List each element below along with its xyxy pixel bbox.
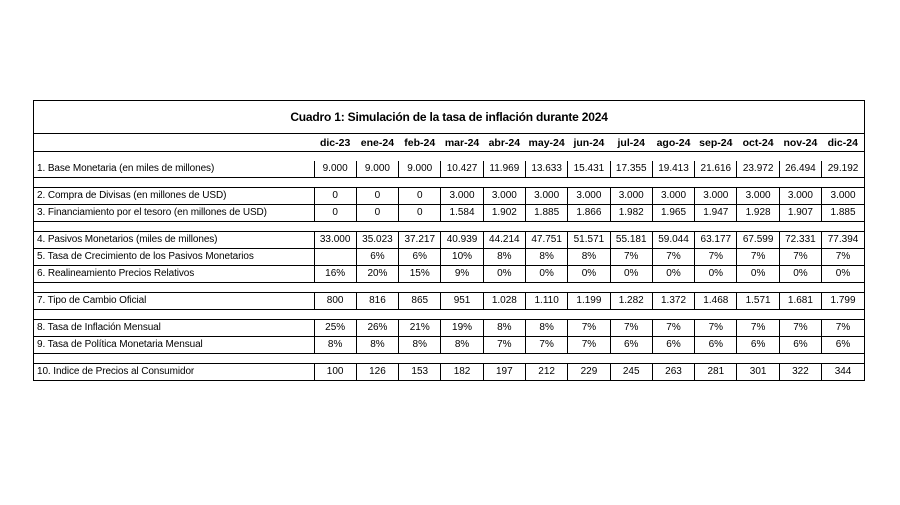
table-cell: 0: [399, 205, 441, 222]
column-header-sep-24: sep-24: [695, 134, 737, 152]
table-cell: 1.584: [441, 205, 483, 222]
table-row: [34, 293, 864, 310]
table-cell: 1.902: [483, 205, 525, 222]
table-cell: 153: [399, 364, 441, 381]
column-header-nov-24: nov-24: [779, 134, 821, 152]
row-label: 8. Tasa de Inflación Mensual: [34, 320, 314, 337]
table-cell: 3.000: [568, 188, 610, 205]
table-cell: 11.969: [483, 161, 525, 178]
table-cell: 1.907: [779, 205, 821, 222]
table-cell: 9.000: [399, 161, 441, 178]
table-cell: 21%: [399, 320, 441, 337]
table-cell: 7%: [525, 337, 567, 354]
table-cell: 197: [483, 364, 525, 381]
table-cell: 33.000: [314, 232, 356, 249]
spacer-row: [34, 310, 864, 320]
table-cell: 7%: [652, 320, 694, 337]
table-cell: 1.372: [652, 293, 694, 310]
table-cell: 6%: [356, 249, 398, 266]
table-cell: 6%: [610, 337, 652, 354]
table-cell: 322: [779, 364, 821, 381]
table-cell: 344: [822, 364, 864, 381]
table-cell: 1.866: [568, 205, 610, 222]
table-row: [34, 188, 864, 205]
table-cell: 9.000: [356, 161, 398, 178]
table-cell: 3.000: [610, 188, 652, 205]
spacer-row: [34, 152, 864, 162]
table-cell: 1.885: [525, 205, 567, 222]
table-cell: 3.000: [525, 188, 567, 205]
table-cell: 8%: [314, 337, 356, 354]
label-header: [34, 134, 314, 152]
column-header-dic-24: dic-24: [822, 134, 864, 152]
column-header-ago-24: ago-24: [652, 134, 694, 152]
column-header-oct-24: oct-24: [737, 134, 779, 152]
table-cell: 245: [610, 364, 652, 381]
table-cell: 1.681: [779, 293, 821, 310]
row-label: 7. Tipo de Cambio Oficial: [34, 293, 314, 310]
column-header-may-24: may-24: [525, 134, 567, 152]
table-cell: 0%: [652, 266, 694, 283]
table-cell: 0%: [737, 266, 779, 283]
table-cell: 3.000: [737, 188, 779, 205]
table-cell: 1.468: [695, 293, 737, 310]
table-cell: 10%: [441, 249, 483, 266]
row-label: 3. Financiamiento por el tesoro (en millones de USD): [34, 205, 314, 222]
table-cell: 0%: [483, 266, 525, 283]
data-grid: [34, 134, 864, 380]
table-cell: 865: [399, 293, 441, 310]
table-cell: 7%: [610, 320, 652, 337]
table-cell: 8%: [356, 337, 398, 354]
table-cell: 7%: [483, 337, 525, 354]
table-cell: 6%: [652, 337, 694, 354]
table-row: [34, 337, 864, 354]
table-cell: 0%: [822, 266, 864, 283]
table-cell: 7%: [737, 320, 779, 337]
table-row: [34, 205, 864, 222]
table-cell: 7%: [737, 249, 779, 266]
table-cell: 6%: [695, 337, 737, 354]
table-cell: 8%: [483, 249, 525, 266]
column-header-jun-24: jun-24: [568, 134, 610, 152]
table-cell: 0: [399, 188, 441, 205]
table-cell: 16%: [314, 266, 356, 283]
table-cell: 37.217: [399, 232, 441, 249]
table-cell: 67.599: [737, 232, 779, 249]
row-label: 6. Realineamiento Precios Relativos: [34, 266, 314, 283]
table-cell: 3.000: [779, 188, 821, 205]
table-row: [34, 266, 864, 283]
table-cell: 77.394: [822, 232, 864, 249]
table-cell: 3.000: [652, 188, 694, 205]
table-cell: 35.023: [356, 232, 398, 249]
table-cell: 0%: [610, 266, 652, 283]
table-cell: 3.000: [695, 188, 737, 205]
table-cell: 6%: [822, 337, 864, 354]
table-cell: 9.000: [314, 161, 356, 178]
table-cell: 40.939: [441, 232, 483, 249]
row-label: 4. Pasivos Monetarios (miles de millones): [34, 232, 314, 249]
table-cell: 1.028: [483, 293, 525, 310]
spreadsheet-table: [33, 100, 865, 381]
column-header-mar-24: mar-24: [441, 134, 483, 152]
row-label: 5. Tasa de Crecimiento de los Pasivos Monetarios: [34, 249, 314, 266]
table-cell: 29.192: [822, 161, 864, 178]
table-cell: 1.982: [610, 205, 652, 222]
table-cell: 8%: [483, 320, 525, 337]
table-cell: [314, 249, 356, 266]
table-cell: 7%: [779, 249, 821, 266]
table-cell: 0%: [695, 266, 737, 283]
table-cell: 0%: [779, 266, 821, 283]
row-label: 2. Compra de Divisas (en millones de USD): [34, 188, 314, 205]
column-header-row: [34, 134, 864, 152]
table-cell: 7%: [822, 320, 864, 337]
table-cell: 1.110: [525, 293, 567, 310]
table-cell: 1.965: [652, 205, 694, 222]
row-label: 10. Indice de Precios al Consumidor: [37, 366, 195, 377]
spacer-row: [34, 354, 864, 364]
table-cell: 1.799: [822, 293, 864, 310]
table-cell: 7%: [652, 249, 694, 266]
table-cell: 13.633: [525, 161, 567, 178]
table-cell: 63.177: [695, 232, 737, 249]
table-cell: 816: [356, 293, 398, 310]
table-row: [34, 249, 864, 266]
table-cell: 0: [356, 205, 398, 222]
table-cell: 19%: [441, 320, 483, 337]
spacer-row: [34, 283, 864, 293]
column-header-feb-24: feb-24: [399, 134, 441, 152]
table-cell: 15%: [399, 266, 441, 283]
table-cell: 126: [356, 364, 398, 381]
table-cell: 3.000: [441, 188, 483, 205]
table-row: [34, 161, 864, 178]
row-label: 1. Base Monetaria (en miles de millones): [34, 161, 314, 178]
table-cell: 7%: [779, 320, 821, 337]
table-cell: 26%: [356, 320, 398, 337]
table-cell: 10.427: [441, 161, 483, 178]
column-header-ene-24: ene-24: [356, 134, 398, 152]
table-cell: 7%: [695, 320, 737, 337]
table-cell: 8%: [525, 249, 567, 266]
table-cell: 8%: [441, 337, 483, 354]
table-cell: 212: [525, 364, 567, 381]
table-cell: 0: [356, 188, 398, 205]
table-cell: 7%: [610, 249, 652, 266]
table-cell: 951: [441, 293, 483, 310]
table-cell: 21.616: [695, 161, 737, 178]
table-cell: 301: [737, 364, 779, 381]
table-row: [34, 232, 864, 249]
table-cell: 182: [441, 364, 483, 381]
table-cell: 9%: [441, 266, 483, 283]
row-label: 9. Tasa de Política Monetaria Mensual: [34, 337, 314, 354]
table-cell: 8%: [399, 337, 441, 354]
table-cell: 44.214: [483, 232, 525, 249]
table-cell: 281: [695, 364, 737, 381]
table-cell: 7%: [568, 320, 610, 337]
table-row: [34, 320, 864, 337]
table-cell: 47.751: [525, 232, 567, 249]
table-cell: 0%: [525, 266, 567, 283]
table-cell: 7%: [568, 337, 610, 354]
table-cell: 6%: [779, 337, 821, 354]
table-cell: 23.972: [737, 161, 779, 178]
table-cell: 72.331: [779, 232, 821, 249]
column-header-jul-24: jul-24: [610, 134, 652, 152]
table-cell: 0: [314, 205, 356, 222]
table-cell: 1.947: [695, 205, 737, 222]
table-cell: 51.571: [568, 232, 610, 249]
table-cell: 8%: [525, 320, 567, 337]
table-cell: 1.571: [737, 293, 779, 310]
table-cell: 8%: [568, 249, 610, 266]
table-cell: 20%: [356, 266, 398, 283]
table-cell: 26.494: [779, 161, 821, 178]
table-cell: 800: [314, 293, 356, 310]
table-cell: 6%: [737, 337, 779, 354]
table-cell: 15.431: [568, 161, 610, 178]
table-cell: 59.044: [652, 232, 694, 249]
table-cell: 263: [652, 364, 694, 381]
table-cell: 3.000: [483, 188, 525, 205]
table-cell: 7%: [695, 249, 737, 266]
table-cell: 1.885: [822, 205, 864, 222]
table-cell: 0%: [568, 266, 610, 283]
table-cell: 17.355: [610, 161, 652, 178]
table-cell: 3.000: [822, 188, 864, 205]
table-cell: 25%: [314, 320, 356, 337]
table-cell: 1.282: [610, 293, 652, 310]
table-cell: 229: [568, 364, 610, 381]
table-cell: 100: [314, 364, 356, 381]
table-cell: 19.413: [652, 161, 694, 178]
table-cell: 55.181: [610, 232, 652, 249]
column-header-abr-24: abr-24: [483, 134, 525, 152]
spacer-row: [34, 222, 864, 232]
table-cell: 1.928: [737, 205, 779, 222]
table-cell: 7%: [822, 249, 864, 266]
table-cell: 0: [314, 188, 356, 205]
table-title: Cuadro 1: Simulación de la tasa de inflación durante 2024: [34, 101, 864, 134]
table-cell: 6%: [399, 249, 441, 266]
table-cell: 1.199: [568, 293, 610, 310]
table-row: [34, 364, 864, 381]
spacer-row: [34, 178, 864, 188]
column-header-dic-23: dic-23: [314, 134, 356, 152]
